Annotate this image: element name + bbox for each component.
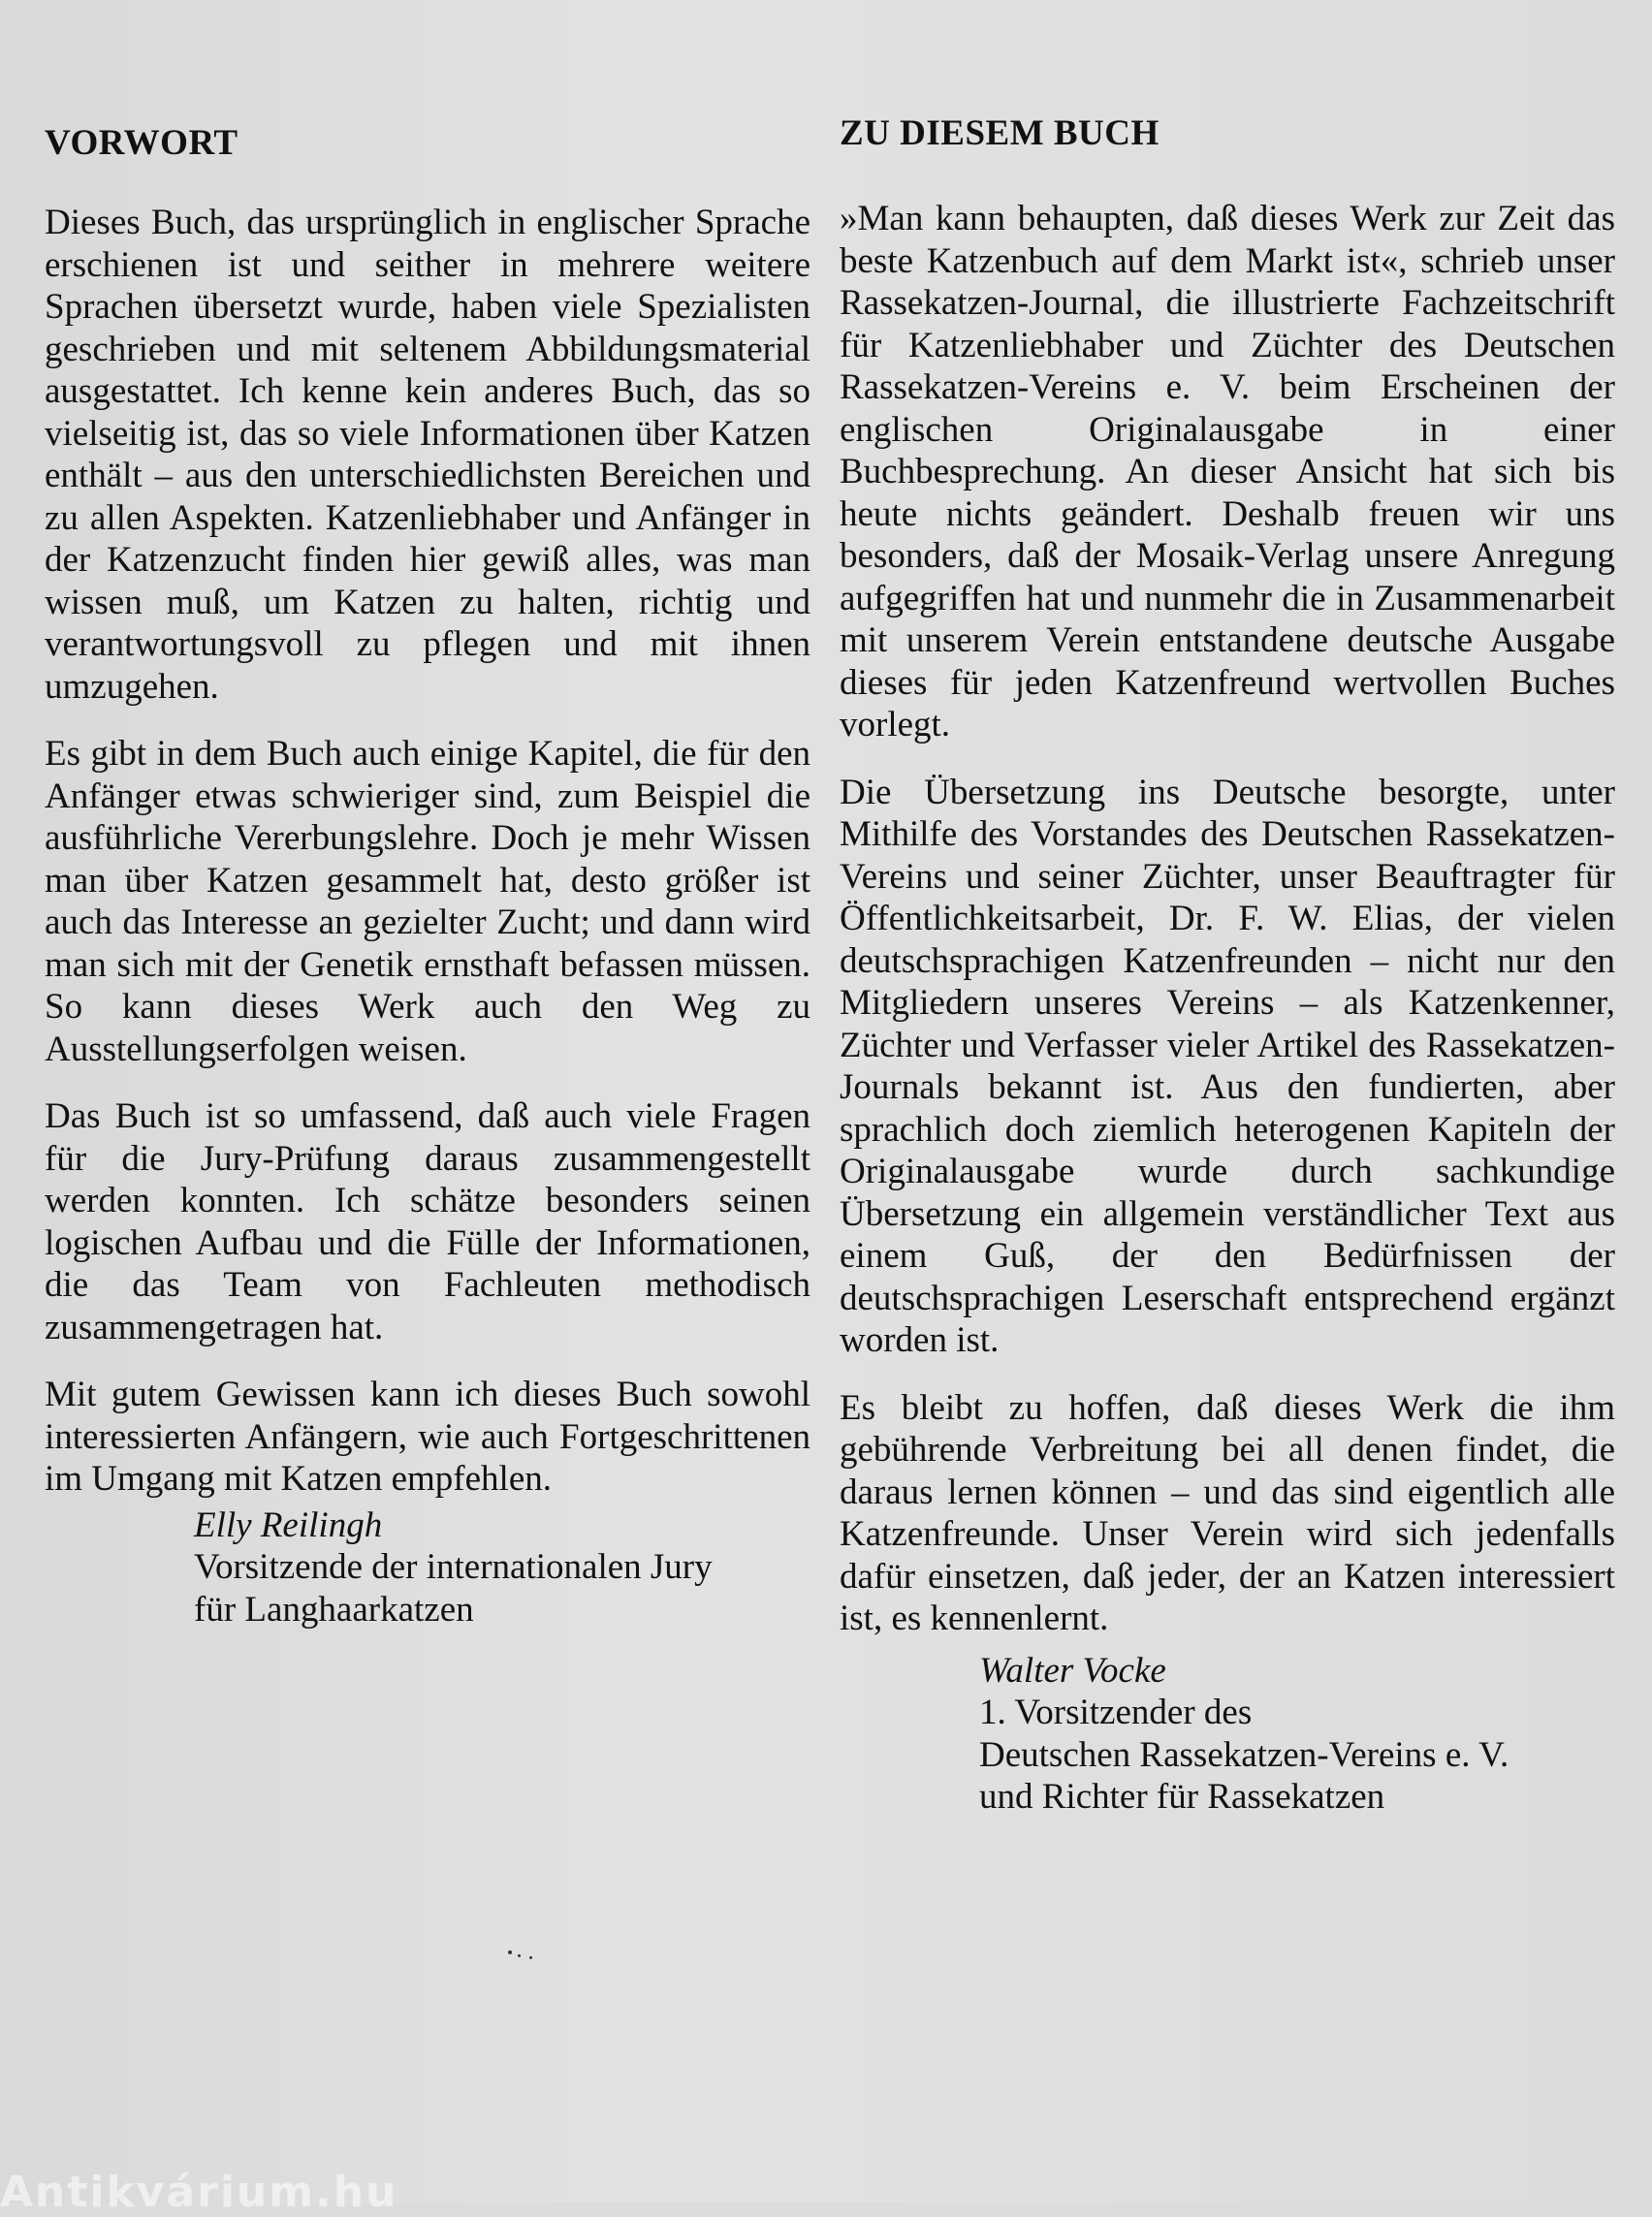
- paragraph: Dieses Buch, das ursprünglich in englischer Sprache erschienen ist und seither in mehrere weitere Sprachen übersetzt wurde, haben viele Spezialisten geschrieben und mit seltenem Abbildungsmaterial ausgestattet. Ich kenne kein anderes Buch, das so vielseitig ist, das so viele Informationen über Katzen enthält – aus den unterschiedlichsten Bereichen und zu allen Aspekten. Katzenliebhaber und Anfänger in der Katzenzucht finden hier gewiß alles, was man wissen muß, um Katzen zu halten, richtig und verantwortungsvoll zu pflegen und mit ihnen umzugehen.: [45, 203, 810, 707]
- signature-title: Deutschen Rassekatzen-Vereins e. V.: [979, 1734, 1509, 1775]
- paragraph: »Man kann behaupten, daß dieses Werk zur Zeit das beste Katzenbuch auf dem Markt ist«, schrieb unser Rassekatzen-Journal, die illustrierte Fachzeitschrift für Katzenliebhaber und Züchter des Deutschen Rassekatzen-Vereins e. V. beim Erscheinen der englischen Originalausgabe in einer Buchbesprechung. An dieser Ansicht hat sich bis heute nichts geändert. Deshalb freuen wir uns besonders, daß der Mosaik-Verlag unsere Anregung aufgegriffen hat und nunmehr die in Zusammenarbeit mit unserem Verein entstandene deutsche Ausgabe dieses für jeden Katzenfreund wertvollen Buches vorlegt.: [840, 199, 1615, 744]
- signature-title: und Richter für Rassekatzen: [979, 1777, 1385, 1817]
- signature-name: Walter Vocke: [979, 1650, 1166, 1691]
- print-speck: [529, 1956, 532, 1959]
- paragraph: Das Buch ist so umfassend, daß auch viele Fragen für die Jury-Prüfung daraus zusammengestellt werden konnten. Ich schätze besonders seinen logischen Aufbau und die Fülle der Informationen, die das Team von Fachleuten methodisch zusammengetragen hat.: [45, 1096, 810, 1347]
- signature-title: für Langhaarkatzen: [194, 1589, 474, 1630]
- watermark: Antikvárium.hu: [0, 2168, 398, 2217]
- heading-vorwort: VORWORT: [45, 123, 238, 163]
- heading-zu-diesem-buch: ZU DIESEM BUCH: [840, 113, 1160, 153]
- signature-block: [979, 1650, 1615, 1819]
- print-speck: [518, 1954, 521, 1957]
- print-speck: [508, 1950, 512, 1954]
- signature-title: 1. Vorsitzender des: [979, 1693, 1253, 1732]
- right-body: [840, 198, 1615, 1819]
- signature-block: [194, 1504, 810, 1631]
- paragraph: Es gibt in dem Buch auch einige Kapitel, die für den Anfänger etwas schwieriger sind, zum Beispiel die ausführliche Vererbungslehre. Doch je mehr Wissen man über Katzen gesammelt hat, desto größer ist auch das Interesse an gezielter Zucht; und dann wird man sich mit der Genetik ernsthaft befassen müssen. So kann dieses Werk auch den Weg zu Ausstellungserfolgen weisen.: [45, 734, 810, 1069]
- paragraph: Es bleibt zu hoffen, daß dieses Werk die ihm gebührende Verbreitung bei all denen findet, die daraus lernen können – und das sind eigentlich alle Katzenfreunde. Unser Verein wird sich jedenfalls dafür einsetzen, daß jeder, der an Katzen interessiert ist, es kennenlernt.: [840, 1387, 1615, 1638]
- signature-title: Vorsitzende der internationalen Jury: [194, 1547, 713, 1587]
- paragraph: Mit gutem Gewissen kann ich dieses Buch sowohl interessierten Anfängern, wie auch Fortgeschrittenen im Umgang mit Katzen empfehlen.: [45, 1375, 810, 1499]
- paragraph: Die Übersetzung ins Deutsche besorgte, unter Mithilfe des Vorstandes des Deutschen Rassekatzen-Vereins und seiner Züchter, unser Beauftragter für Öffentlichkeitsarbeit, Dr. F. W. Elias, der vielen deutschsprachigen Katzenfreunden – nicht nur den Mitgliedern unseres Vereins – als Katzenkenner, Züchter und Verfasser vieler Artikel des Rassekatzen-Journals bekannt ist. Aus den fundierten, aber sprachlich doch ziemlich heterogenen Kapiteln der Originalausgabe wurde durch sachkundige Übersetzung ein allgemein verständlicher Text aus einem Guß, der den Bedürfnissen der deutschsprachigen Leserschaft entsprechend ergänzt worden ist.: [840, 772, 1615, 1360]
- left-body: [45, 202, 810, 1631]
- signature-name: Elly Reilingh: [194, 1504, 383, 1545]
